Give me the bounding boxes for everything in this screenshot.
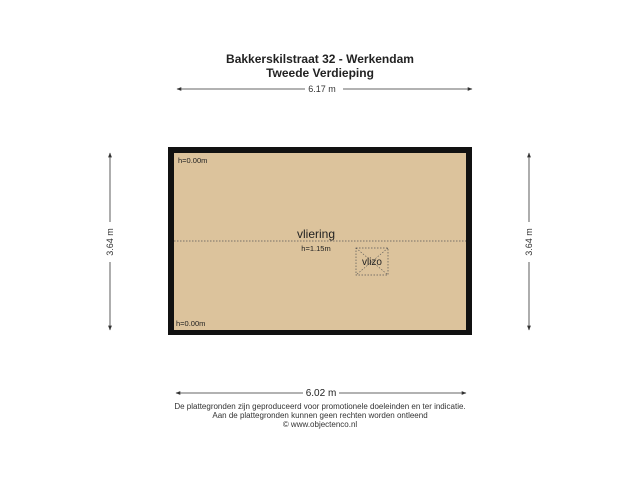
dimension-top — [177, 84, 472, 94]
disclaimer-line-2: Aan de plattegronden kunnen geen rechten worden ontleend — [212, 411, 428, 420]
dimension-bottom-label: 6.02 m — [305, 388, 337, 399]
plan-title-address: Bakkerskilstraat 32 - Werkendam — [226, 52, 414, 66]
dimension-left — [105, 153, 115, 330]
room-name: vliering — [296, 227, 336, 241]
dimension-left-label: 3.64 m — [105, 228, 115, 256]
copyright-line: © www.objectenco.nl — [282, 420, 358, 429]
plan-title-floor: Tweede Verdieping — [266, 66, 374, 80]
height-label-ridge: h=1.15m — [301, 244, 331, 253]
dimension-top-label: 6.17 m — [308, 84, 336, 94]
dimension-right — [524, 153, 534, 330]
dimension-bottom — [176, 388, 466, 399]
height-label-top: h=0.00m — [178, 156, 208, 165]
disclaimer-line-1: De plattegronden zijn geproduceerd voor promotionele doeleinden en ter indicatie. — [174, 402, 466, 411]
dimension-right-label: 3.64 m — [524, 228, 534, 256]
room-vliering-floor — [174, 153, 466, 330]
height-label-bottom: h=0.00m — [176, 319, 206, 328]
hatch-label: vlizo — [361, 257, 383, 268]
